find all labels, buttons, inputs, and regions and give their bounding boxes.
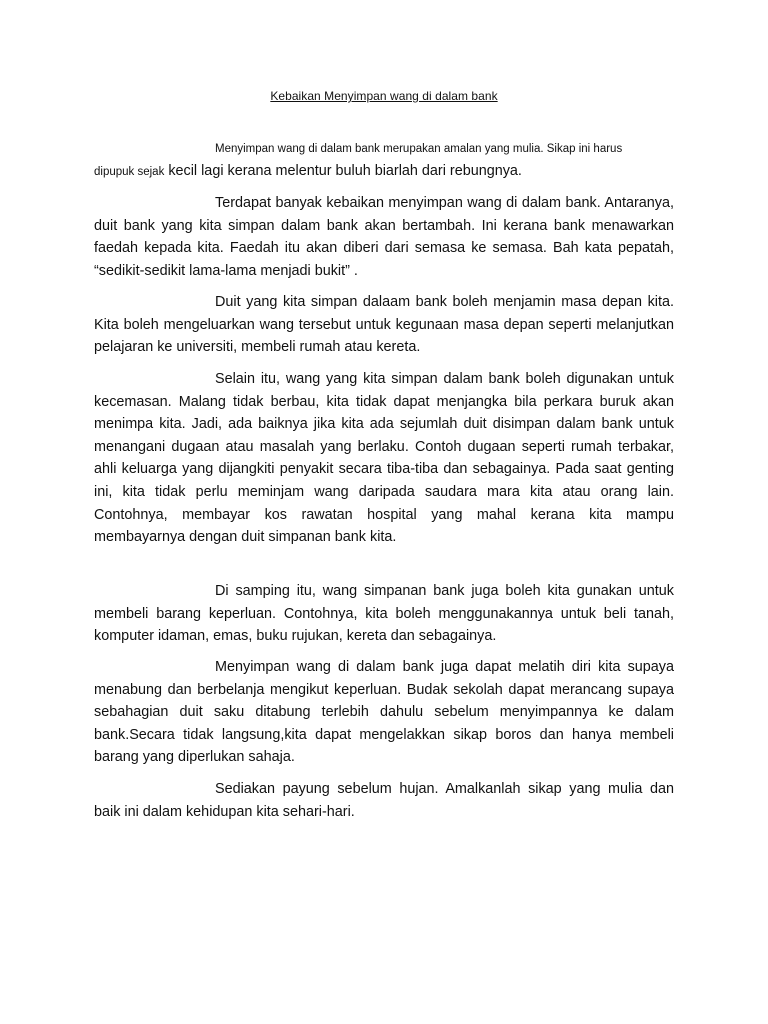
paragraph-1: Terdapat banyak kebaikan menyimpan wang di dalam bank. Antaranya, duit bank yang kita simpan dalam bank akan bertambah. Ini kerana bank menawarkan faedah kepada kita. Faedah itu akan diberi dari semasa ke semasa. Bah kata pepatah, “sedikit-sedikit lama-lama menjadi bukit” . <box>94 195 674 279</box>
paragraph-2: Duit yang kita simpan dalaam bank boleh menjamin masa depan kita. Kita boleh mengeluarkan wang tersebut untuk kegunaan masa depan seperti melanjutkan pelajaran ke universiti, membeli rumah atau kereta. <box>94 294 674 356</box>
paragraph-4: Di samping itu, wang simpanan bank juga boleh kita gunakan untuk membeli barang keperluan. Contohnya, kita boleh menggunakannya untuk beli tanah, komputer idaman, emas, buku rujukan, kereta dan sebagainya. <box>94 583 674 645</box>
document-title: Kebaikan Menyimpan wang di dalam bank <box>270 89 498 103</box>
paragraph-6: Sediakan payung sebelum hujan. Amalkanlah sikap yang mulia dan baik ini dalam kehidupan kita sehari-hari. <box>94 781 674 820</box>
intro-paragraph <box>94 141 674 183</box>
intro-line-1: Menyimpan wang di dalam bank merupakan amalan yang mulia. Sikap ini harus <box>215 143 623 155</box>
paragraph-5: Menyimpan wang di dalam bank juga dapat melatih diri kita supaya menabung dan berbelanja mengikut keperluan. Budak sekolah dapat merancang supaya sebahagian duit saku ditabung terlebih dahulu sebelum menyimpannya ke dalam bank.Secara tidak langsung,kita dapat mengelakkan sikap boros dan hanya membeli barang yang diperlukan sahaja. <box>94 659 674 766</box>
intro-line-2 <box>94 160 674 183</box>
intro-line-2-text: kecil lagi kerana melentur buluh biarlah dari rebungnya. <box>164 163 522 179</box>
intro-line-2-small-text: dipupuk sejak <box>94 166 165 178</box>
paragraph-3: Selain itu, wang yang kita simpan dalam bank boleh digunakan untuk kecemasan. Malang tidak berbau, kita tidak dapat menjangka bila perkara buruk akan menimpa kita. Jadi, ada baiknya jika kita ada sejumlah duit disimpan dalam bank untuk menangani dugaan atau masalah yang berlaku. Contoh dugaan seperti rumah terbakar, ahli keluarga yang dijangkiti penyakit secara tiba-tiba dan sebagainya. Pada saat genting ini, kita tidak perlu meminjam wang daripada saudara mara kita atau orang lain. Contohnya, membayar kos rawatan hospital yang mahal kerana kita mampu membayarnya dengan duit simpanan bank kita. <box>94 371 674 546</box>
